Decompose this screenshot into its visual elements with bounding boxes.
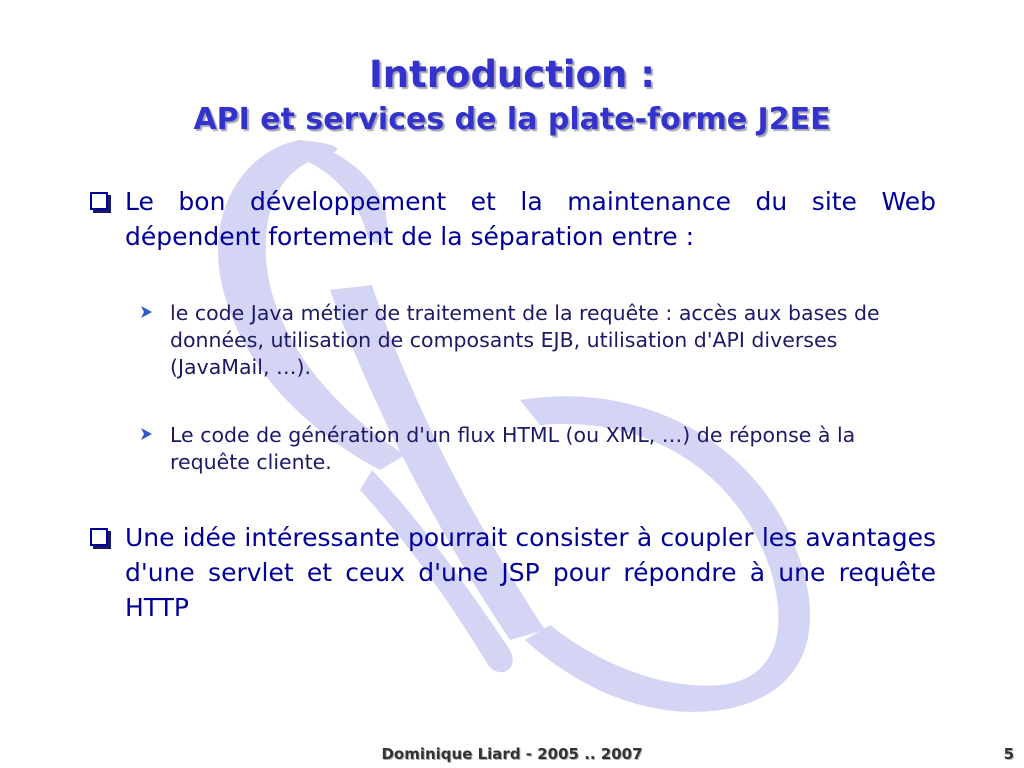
square-bullet-icon xyxy=(90,528,108,546)
bullet-item xyxy=(88,520,936,625)
page-number: 5 xyxy=(1003,745,1014,763)
sub-bullet-text: le code Java métier de traitement de la requête : accès aux bases de données, utilisation de composants EJB, utilisation d'API diverses (JavaMail, …). xyxy=(170,301,880,379)
title-subtitle: API et services de la plate-forme J2EE xyxy=(193,102,831,137)
slide-title xyxy=(0,50,1024,140)
slide-content xyxy=(88,184,936,625)
bullet-text: Une idée intéressante pourrait consister à coupler les avantages d'une servlet et ceux d'une JSP pour répondre à une requête HTTP xyxy=(125,523,936,622)
sub-bullet-text: Le code de génération d'un flux HTML (ou XML, …) de réponse à la requête cliente. xyxy=(170,423,856,474)
bullet-item xyxy=(88,184,936,254)
title-main: Introduction : xyxy=(368,53,656,96)
square-bullet-icon xyxy=(90,192,108,210)
sub-bullet-item xyxy=(133,300,936,381)
arrow-bullet-icon xyxy=(139,422,155,449)
sub-bullet-item xyxy=(133,422,936,476)
bullet-text: Le bon développement et la maintenance du site Web dépendent fortement de la séparation entre : xyxy=(125,187,936,251)
arrow-bullet-icon xyxy=(139,300,155,327)
footer-author: Dominique Liard - 2005 .. 2007 xyxy=(381,745,643,763)
